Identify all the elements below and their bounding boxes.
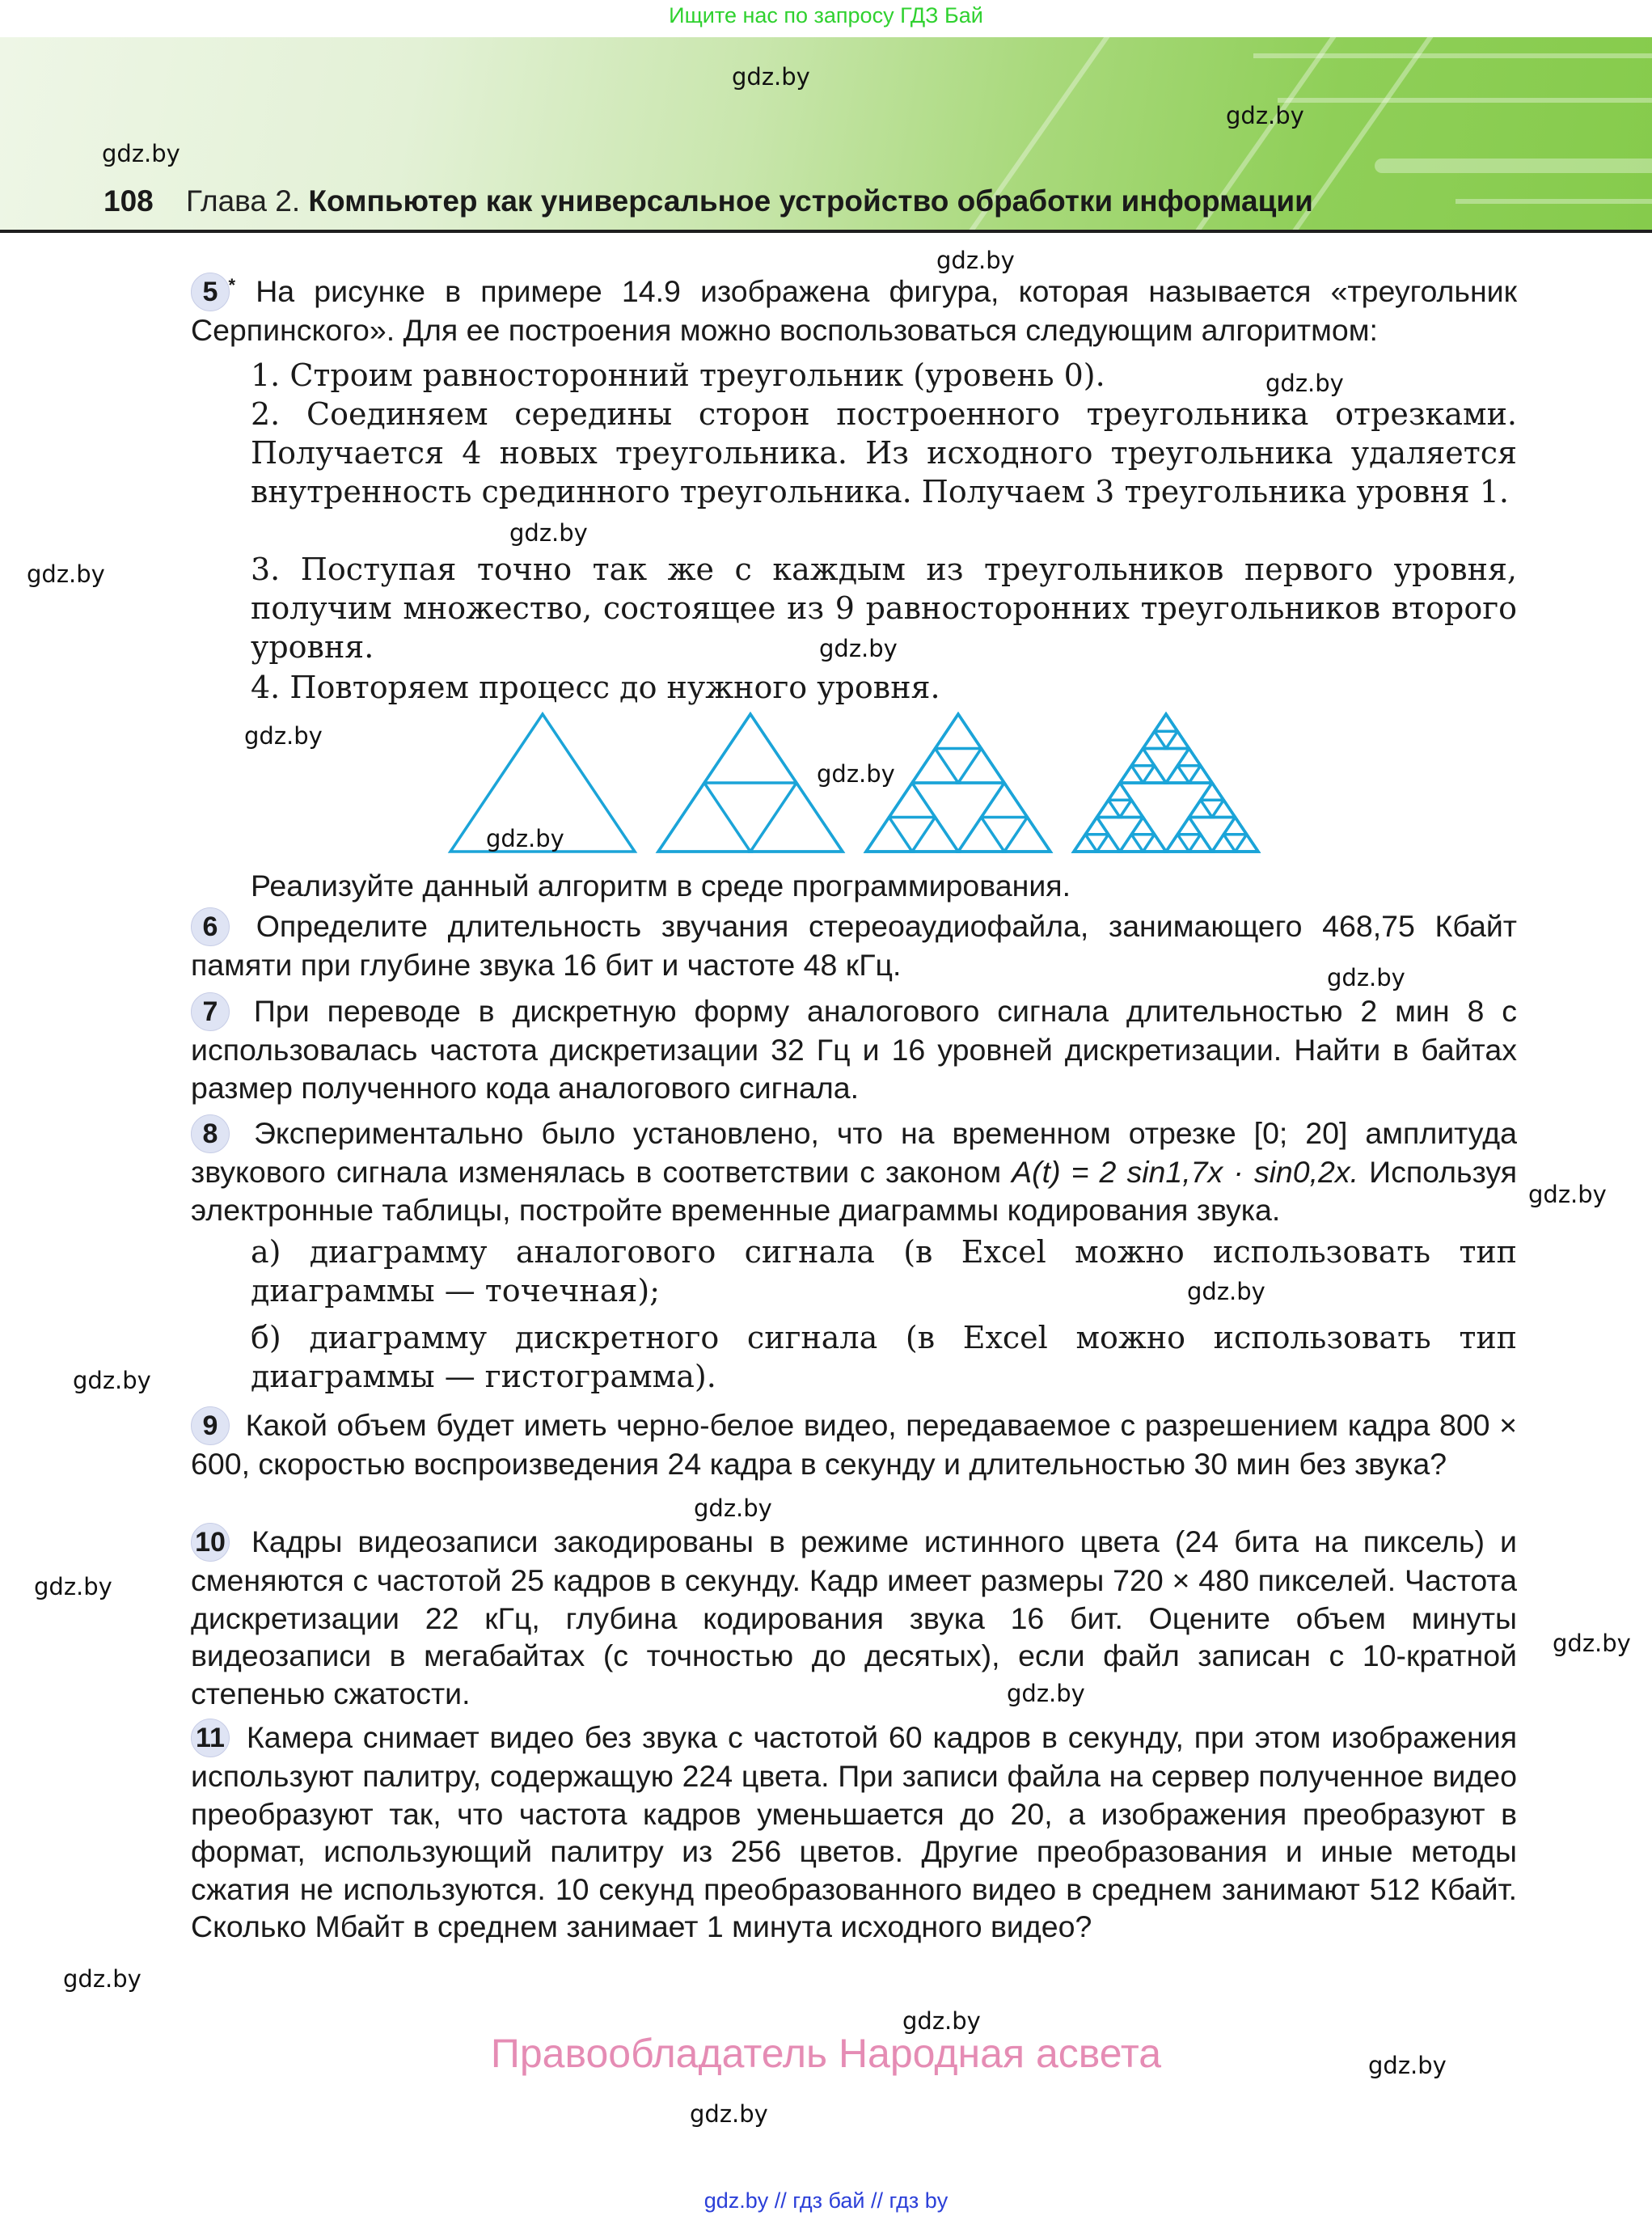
watermark: gdz.by [690,2100,768,2128]
task-text: Камера снимает видео без звука с частотой 60 кадров в секунду, при этом изображения используют палитру, содержащую 224 цвета. При записи файла на сервер полученное видео преобразуют так, что частота кадров уменьшается до 20, а изображения преобразуют в формат, использующий палитру из 256 цветов. Другие преобразования и иные методы сжатия не используются. 10 секунд преобразованного видео в среднем занимают 512 Кбайт. Сколько Мбайт в среднем занимает 1 минута исходного видео? [191,1720,1517,1943]
watermark: gdz.by [486,825,564,852]
task-text: При переводе в дискретную форму аналогового сигнала длительностью 2 мин 8 с использовалась частота дискретизации 32 Гц и 16 уровней дискретизации. Найти в байтах размер полученного кода аналогового сигнала. [191,994,1517,1105]
watermark: gdz.by [27,560,105,588]
chapter-title: Компьютер как универсальное устройство обработки информации [308,184,1313,218]
circuit-trace [1456,199,1652,204]
algorithm-step-4: 4. Повторяем процесс до нужного уровня. [251,670,940,705]
task-8-item-a: а) диаграмму аналогового сигнала (в Excel можно использовать тип диаграммы — точечная); [251,1234,1517,1309]
header-divider [0,230,1652,233]
circuit-trace [1375,159,1652,173]
formula: A(t) = 2 sin1,7x · sin0,2x. [1012,1155,1359,1189]
task-number-badge: 10 [191,1523,230,1562]
watermark: gdz.by [902,2007,981,2035]
task-11 [191,1719,1517,1946]
task-text: На рисунке в примере 14.9 изображена фигура, которая называется «треугольник Серпинского». Для ее построения можно воспользоваться следующим алгоритмом: [191,274,1518,347]
task-8-item-b: б) диаграмму дискретного сигнала (в Excel можно использовать тип диаграммы — гистограмма). [251,1320,1517,1394]
watermark: gdz.by [34,1573,112,1600]
chapter-label: Глава 2. [186,184,301,218]
watermark: gdz.by [819,635,898,662]
task-text: Определите длительность звучания стереоаудиофайла, занимающего 468,75 Кбайт памяти при глубине звука 16 бит и частоте 48 кГц. [191,909,1517,982]
watermark: gdz.by [244,722,323,750]
task-5-outro: Реализуйте данный алгоритм в среде программирования. [251,869,1071,903]
watermark: gdz.by [817,760,895,788]
watermark: gdz.by [936,247,1015,274]
algorithm-step-2: 2. Соединяем середины сторон построенного треугольника отрезками. Получается 4 новых треугольника. Из исходного треугольника удаляется внутренность срединного треугольника. Получаем 3 треугольника уровня 1. [251,396,1517,509]
watermark: gdz.by [1226,102,1304,129]
task-8 [191,1114,1517,1228]
watermark: gdz.by [732,63,810,91]
watermark: gdz.by [509,519,588,547]
watermark: gdz.by [1265,370,1344,397]
task-text: Используя электронные таблицы, постройте временные диаграммы кодирования звука. [191,1155,1518,1227]
watermark: gdz.by [1007,1680,1085,1707]
copyright-holder: Правообладатель Народная асвета [490,2031,1162,2076]
task-10 [191,1523,1517,1712]
task-number-badge: 11 [191,1719,230,1757]
sierpinski-triangles-figure [441,708,1274,861]
watermark: gdz.by [1368,2052,1447,2079]
page-header [104,184,1313,218]
footer-links[interactable]: gdz.by // гдз бай // гдз by [703,2188,949,2213]
task-6 [191,907,1517,984]
watermark: gdz.by [63,1965,142,1993]
task-5 [191,273,1517,349]
watermark: gdz.by [73,1367,151,1394]
watermark: gdz.by [1528,1181,1607,1208]
task-number-badge: 9 [191,1406,230,1445]
algorithm-step-1: 1. Строим равносторонний треугольник (уровень 0). [251,357,1105,393]
watermark: gdz.by [694,1495,772,1522]
task-9 [191,1406,1517,1483]
task-number-badge: 6 [191,907,230,946]
task-text: Кадры видеозаписи закодированы в режиме истинного цвета (24 бита на пиксель) и сменяются с частотой 25 кадров в секунду. Кадр имеет размеры 720 × 480 пикселей. Частота дискретизации 22 кГц, глубина кодирования звука 16 бит. Оцените объем минуты видеозаписи в мегабайтах (с точностью до десятых), если файл записан с 10-кратной степенью сжатости. [191,1524,1518,1710]
watermark: gdz.by [102,140,180,167]
watermark: gdz.by [1327,964,1405,991]
page-number: 108 [104,184,154,218]
task-number-badge: 5 * [191,273,230,311]
task-text: Какой объем будет иметь черно-белое видео, передаваемое с разрешением кадра 800 × 600, скоростью воспроизведения 24 кадра в секунду и длительностью 30 мин без звука? [191,1408,1518,1481]
watermark: gdz.by [1187,1278,1265,1305]
algorithm-step-3: 3. Поступая точно так же с каждым из треугольников первого уровня, получим множество, состоящее из 9 равносторонних треугольников второго уровня. [251,552,1517,665]
task-7 [191,992,1517,1106]
circuit-trace [1253,53,1652,58]
task-text: Экспериментально было установлено, что на временном отрезке [0; 20] амплитуда звукового сигнала изменялась в соответствии с законом [191,1116,1517,1189]
top-search-hint: Ищите нас по запросу ГДЗ Бай [669,3,983,27]
task-number-badge: 8 [191,1114,230,1153]
watermark: gdz.by [1553,1630,1631,1657]
task-number-badge: 7 [191,992,230,1031]
circuit-trace [1278,98,1652,103]
